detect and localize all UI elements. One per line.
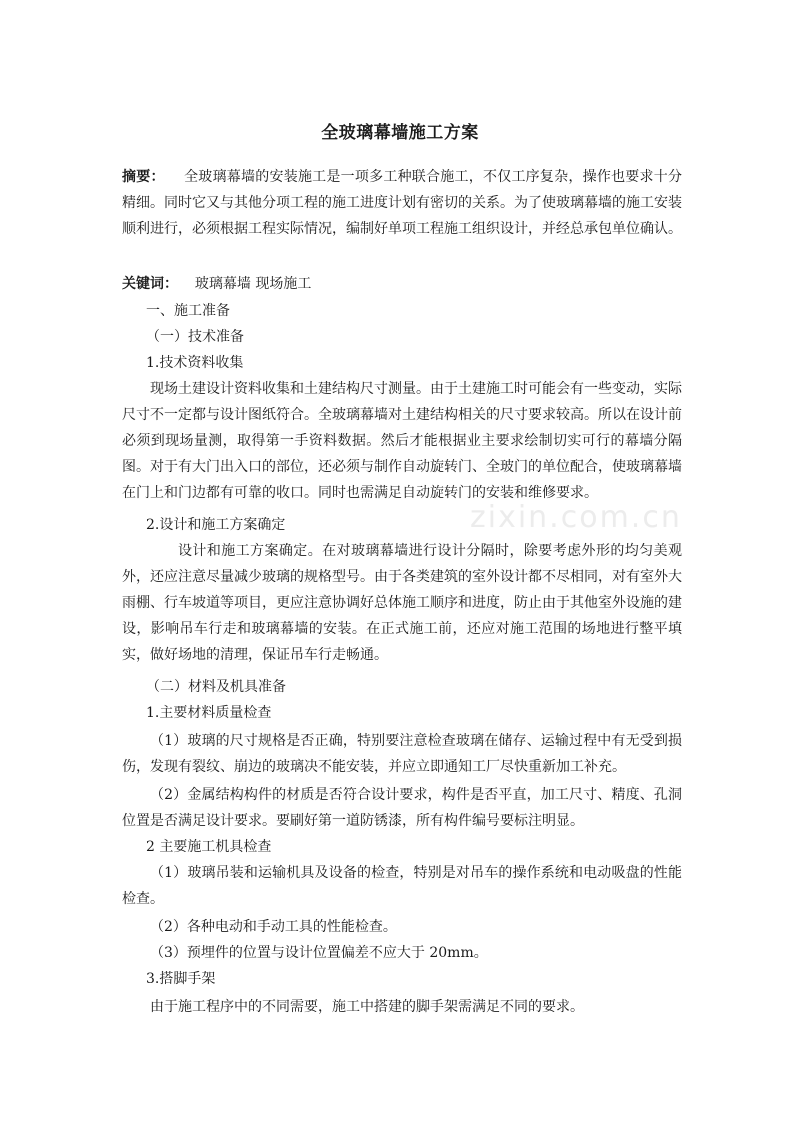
paragraph: 现场土建设计资料收集和土建结构尺寸测量。由于土建施工时可能会有一些变动，实际尺寸不一定都与设计图纸符合。全玻璃幕墙对土建结构相关的尺寸要求较高。所以在设计前必须到现场量测，取得第一手资料数据。然后才能根据业主要求绘制切实可行的幕墙分隔图。对于有大门出入口的部位，还必须与制作自动旋转门、全玻门的单位配合，使玻璃幕墙在门上和门边都有可靠的收口。同时也需满足自动旋转门的安装和维修要求。 (122, 381, 682, 501)
keywords-label: 关键词： (122, 276, 178, 292)
document-title: 全玻璃幕墙施工方案 (321, 123, 479, 143)
subsection-heading: （一）技术准备 (146, 329, 244, 345)
abstract-text: 全玻璃幕墙的安装施工是一项多工种联合施工，不仅工序复杂，操作也要求十分精细。同时它又与其他分项工程的施工进度计划有密切的关系。为了使玻璃幕墙的施工安装顺利进行，必须根据工程实际情况，编制好单项工程施工组织设计，并经总承包单位确认。 (122, 169, 683, 237)
paragraph: （1）玻璃的尺寸规格是否正确，特别要注意检查玻璃在储存、运输过程中有无受到损伤，发现有裂纹、崩边的玻璃决不能安装，并应立即通知工厂尽快重新加工补充。 (122, 733, 682, 775)
item-heading: 2.设计和施工方案确定 (146, 517, 286, 533)
paragraph: （2）各种电动和手动工具的性能检查。 (150, 919, 397, 935)
paragraph: （3）预埋件的位置与设计位置偏差不应大于 20mm。 (150, 945, 488, 961)
section-heading: 一、施工准备 (146, 303, 230, 319)
paragraph: （2）金属结构构件的材质是否符合设计要求，构件是否平直，加工尺寸、精度、孔洞位置是否满足设计要求。要刷好第一道防锈漆，所有构件编号要标注明显。 (122, 787, 682, 829)
keywords-text: 玻璃幕墙 现场施工 (194, 276, 312, 292)
paragraph: 由于施工程序中的不同需要，施工中搭建的脚手架需满足不同的要求。 (150, 999, 584, 1015)
abstract-label: 摘要： (122, 169, 165, 185)
watermark: zixin.com.cn (470, 500, 682, 535)
keywords (122, 271, 682, 297)
item-heading: 2 主要施工机具检查 (146, 839, 272, 855)
abstract (122, 164, 682, 242)
item-heading: 1.技术资料收集 (146, 355, 244, 371)
paragraph: 设计和施工方案确定。在对玻璃幕墙进行设计分隔时，除要考虑外形的均匀美观外，还应注意尽量减少玻璃的规格型号。由于各类建筑的室外设计都不尽相同，对有室外大雨棚、行车坡道等项目，更应注意协调好总体施工顺序和进度，防止由于其他室外设施的建设，影响吊车行走和玻璃幕墙的安装。在正式施工前，还应对施工范围的场地进行整平填实，做好场地的清理，保证吊车行走畅通。 (122, 543, 682, 663)
item-heading: 3.搭脚手架 (146, 971, 216, 987)
paragraph: （1）玻璃吊装和运输机具及设备的检查，特别是对吊车的操作系统和电动吸盘的性能检查。 (122, 865, 682, 907)
item-heading: 1.主要材料质量检查 (146, 705, 272, 721)
subsection-heading: （二）材料及机具准备 (146, 679, 286, 695)
